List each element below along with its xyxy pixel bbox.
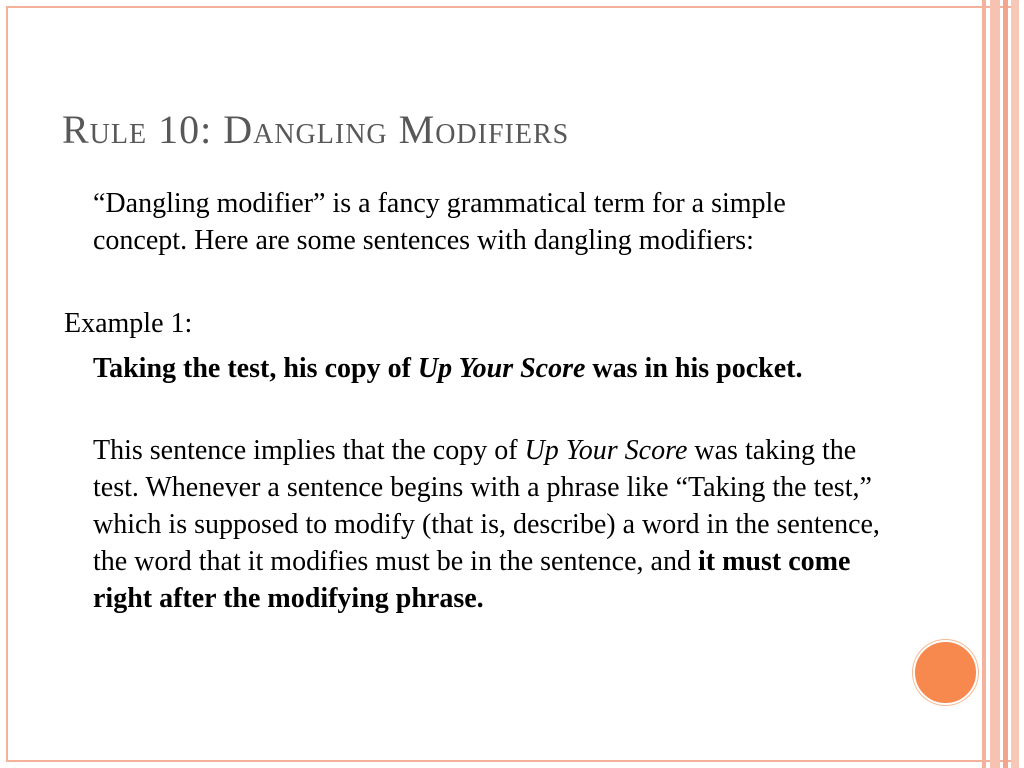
example-sentence: [93, 350, 873, 387]
decorative-stripe: [1003, 0, 1008, 768]
explanation-emphasis: it must come right after the modifying phrase.: [93, 546, 851, 614]
example-label: Example 1:: [64, 308, 193, 339]
explanation-part-2: was taking the test. Whenever a sentence begins with a phrase like “Taking the test,” which is supposed to modify (that is, describe) a word in the sentence, the word that it modifies must be in the sentence, and: [93, 435, 880, 577]
example-sentence-end: was in his pocket.: [585, 353, 803, 384]
slide-title: Rule 10: Dangling Modifiers: [62, 107, 570, 152]
decorative-stripe: [982, 0, 986, 768]
accent-circle-decoration: [913, 640, 978, 705]
explanation-part-1: This sentence implies that the copy of: [93, 435, 525, 466]
explanation-paragraph: [93, 432, 883, 617]
explanation-book-title: Up Your Score: [524, 435, 688, 466]
example-book-title: Up Your Score: [417, 353, 586, 384]
example-sentence-start: Taking the test, his copy of: [93, 353, 418, 384]
decorative-stripe: [1011, 0, 1019, 768]
decorative-stripe: [990, 0, 1000, 768]
intro-paragraph: “Dangling modifier” is a fancy grammatical term for a simple concept. Here are some sentences with dangling modifiers:: [93, 188, 786, 256]
